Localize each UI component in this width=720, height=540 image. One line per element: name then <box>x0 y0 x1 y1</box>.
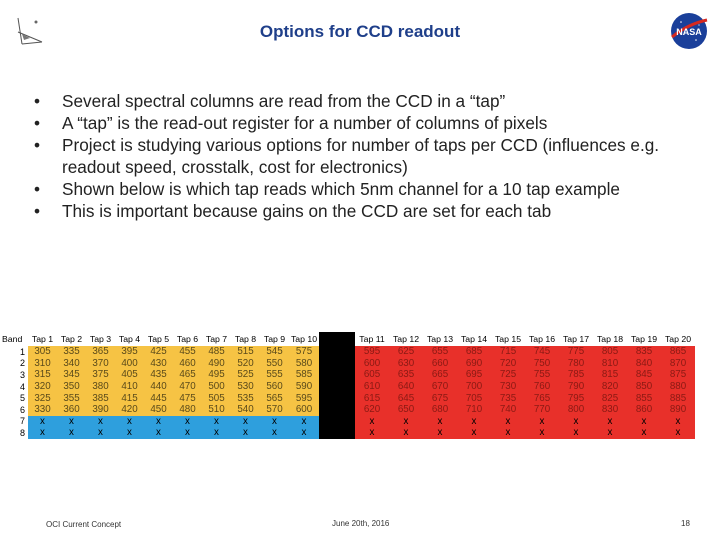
table-cell: 860 <box>627 404 661 416</box>
table-cell: 440 <box>144 381 173 393</box>
table-cell: x <box>144 427 173 439</box>
table-cell: 715 <box>491 346 525 358</box>
table-cell: 530 <box>231 381 260 393</box>
table-row <box>0 427 695 439</box>
table-cell: 600 <box>289 404 319 416</box>
table-cell: 410 <box>115 381 144 393</box>
slide-title: Options for CCD readout <box>259 22 461 41</box>
table-cell: x <box>491 427 525 439</box>
table-cell: x <box>491 416 525 428</box>
table-row <box>0 358 695 370</box>
table-cell: 400 <box>115 358 144 370</box>
tap-header: Tap 17 <box>562 334 590 344</box>
band-label: 5 <box>0 392 28 404</box>
table-cell: 655 <box>423 346 457 358</box>
tap-header: Tap 8 <box>234 334 257 344</box>
table-cell: 710 <box>457 404 491 416</box>
table-cell: 810 <box>593 358 627 370</box>
bullet-item <box>30 134 700 178</box>
table-cell: 705 <box>457 392 491 404</box>
tap-header: Tap 3 <box>89 334 112 344</box>
table-cell: 610 <box>355 381 389 393</box>
table-cell: 850 <box>627 381 661 393</box>
table-cell: 470 <box>173 381 202 393</box>
table-cell: 535 <box>231 392 260 404</box>
table-cell: 770 <box>525 404 559 416</box>
table-cell: 570 <box>260 404 289 416</box>
table-cell: 320 <box>28 381 57 393</box>
table-cell: x <box>559 427 593 439</box>
table-cell: 675 <box>423 392 457 404</box>
table-cell: 545 <box>260 346 289 358</box>
separator-cell <box>319 427 355 439</box>
tap-header: Tap 18 <box>596 334 624 344</box>
table-cell: x <box>57 416 86 428</box>
band-header: Band <box>2 334 23 344</box>
band-label: 4 <box>0 381 28 393</box>
table-cell: 595 <box>289 392 319 404</box>
separator-cell <box>319 392 355 404</box>
table-cell: 785 <box>559 369 593 381</box>
table-cell: x <box>86 416 115 428</box>
separator-cell <box>319 381 355 393</box>
tap-header: Tap 15 <box>494 334 522 344</box>
table-cell: 880 <box>661 381 695 393</box>
table-cell: 615 <box>355 392 389 404</box>
table-cell: 890 <box>661 404 695 416</box>
table-cell: 820 <box>593 381 627 393</box>
table-cell: 765 <box>525 392 559 404</box>
table-cell: 725 <box>491 369 525 381</box>
table-cell: x <box>355 427 389 439</box>
table-cell: x <box>389 427 423 439</box>
tap-header: Tap 2 <box>60 334 83 344</box>
table-cell: x <box>457 427 491 439</box>
table-cell: 315 <box>28 369 57 381</box>
table-cell: 630 <box>389 358 423 370</box>
tap-header: Tap 10 <box>290 334 318 344</box>
bullet-text: A “tap” is the read-out register for a number of columns of pixels <box>62 113 548 133</box>
tap-header: Tap 5 <box>147 334 170 344</box>
table-cell: 585 <box>289 369 319 381</box>
table-cell: 760 <box>525 381 559 393</box>
footer-left: OCI Current Concept <box>46 520 122 529</box>
footer-date: June 20th, 2016 <box>332 519 390 528</box>
table-cell: 345 <box>57 369 86 381</box>
table-cell: 480 <box>173 404 202 416</box>
table-cell: x <box>202 427 231 439</box>
table-cell: 395 <box>115 346 144 358</box>
table-cell: 825 <box>593 392 627 404</box>
table-cell: 590 <box>289 381 319 393</box>
table-cell: x <box>173 427 202 439</box>
tap-header: Tap 11 <box>359 334 385 344</box>
table-cell: 445 <box>144 392 173 404</box>
table-cell: 670 <box>423 381 457 393</box>
separator-cell <box>319 346 355 358</box>
table-cell: x <box>525 427 559 439</box>
table-cell: 520 <box>231 358 260 370</box>
table-cell: x <box>289 427 319 439</box>
tap-header: Tap 12 <box>392 334 420 344</box>
table-cell: 840 <box>627 358 661 370</box>
table-cell: 385 <box>86 392 115 404</box>
separator-cell <box>319 369 355 381</box>
table-cell: 875 <box>661 369 695 381</box>
table-cell: x <box>289 416 319 428</box>
table-cell: 740 <box>491 404 525 416</box>
table-cell: x <box>202 416 231 428</box>
table-cell: 830 <box>593 404 627 416</box>
separator-cell <box>319 416 355 428</box>
table-cell: x <box>661 416 695 428</box>
table-cell: x <box>260 416 289 428</box>
table-cell: 780 <box>559 358 593 370</box>
table-cell: 525 <box>231 369 260 381</box>
tap-header: Tap 9 <box>263 334 286 344</box>
table-cell: x <box>28 416 57 428</box>
table-cell: 360 <box>57 404 86 416</box>
table-cell: 745 <box>525 346 559 358</box>
table-cell: 795 <box>559 392 593 404</box>
bullet-dot: • <box>33 179 41 199</box>
table-cell: 835 <box>627 346 661 358</box>
table-cell: x <box>423 416 457 428</box>
table-cell: 580 <box>289 358 319 370</box>
tap-header: Tap 13 <box>426 334 454 344</box>
table-cell: 340 <box>57 358 86 370</box>
table-cell: x <box>28 427 57 439</box>
table-cell: 335 <box>57 346 86 358</box>
table-cell: 660 <box>423 358 457 370</box>
bullet-item <box>30 178 700 200</box>
separator-cell <box>319 358 355 370</box>
table-cell: 450 <box>144 404 173 416</box>
tap-header: Tap 7 <box>205 334 228 344</box>
table-cell: 735 <box>491 392 525 404</box>
table-row <box>0 416 695 428</box>
tap-header: Tap 16 <box>528 334 556 344</box>
table-cell: 330 <box>28 404 57 416</box>
tap-header: Tap 19 <box>630 334 658 344</box>
bullet-text: Several spectral columns are read from the CCD in a “tap” <box>62 91 506 111</box>
table-cell: 620 <box>355 404 389 416</box>
table-cell: 640 <box>389 381 423 393</box>
bullet-list <box>30 90 700 222</box>
table-row <box>0 404 695 416</box>
table-cell: 550 <box>260 358 289 370</box>
table-cell: 845 <box>627 369 661 381</box>
table-cell: 805 <box>593 346 627 358</box>
band-label: 8 <box>0 427 28 439</box>
separator-cell <box>319 404 355 416</box>
table-cell: 430 <box>144 358 173 370</box>
bullet-item <box>30 200 700 222</box>
table-cell: 515 <box>231 346 260 358</box>
table-cell: 800 <box>559 404 593 416</box>
table-cell: 575 <box>289 346 319 358</box>
table-row <box>0 381 695 393</box>
table-cell: 790 <box>559 381 593 393</box>
table-cell: 635 <box>389 369 423 381</box>
table-header-row <box>0 332 695 346</box>
table-cell: 855 <box>627 392 661 404</box>
table-cell: 540 <box>231 404 260 416</box>
table-cell: x <box>593 416 627 428</box>
table-cell: x <box>525 416 559 428</box>
table-cell: x <box>593 427 627 439</box>
table-cell: x <box>115 416 144 428</box>
table-cell: 700 <box>457 381 491 393</box>
table-cell: 405 <box>115 369 144 381</box>
band-label: 1 <box>0 346 28 358</box>
table-cell: 500 <box>202 381 231 393</box>
table-cell: 750 <box>525 358 559 370</box>
table-cell: x <box>115 427 144 439</box>
table-cell: 325 <box>28 392 57 404</box>
table-cell: 680 <box>423 404 457 416</box>
bullet-item <box>30 112 700 134</box>
table-cell: x <box>57 427 86 439</box>
table-cell: 720 <box>491 358 525 370</box>
table-cell: 560 <box>260 381 289 393</box>
table-cell: 695 <box>457 369 491 381</box>
table-cell: 415 <box>115 392 144 404</box>
tap-header: Tap 1 <box>31 334 54 344</box>
table-cell: x <box>144 416 173 428</box>
table-cell: x <box>423 427 457 439</box>
table-cell: 350 <box>57 381 86 393</box>
table-cell: x <box>231 416 260 428</box>
table-cell: x <box>389 416 423 428</box>
table-cell: x <box>559 416 593 428</box>
nasa-logo-text: NASA <box>676 27 702 37</box>
table-cell: 865 <box>661 346 695 358</box>
table-cell: 305 <box>28 346 57 358</box>
table-cell: 365 <box>86 346 115 358</box>
separator-column <box>319 332 355 346</box>
table-cell: 730 <box>491 381 525 393</box>
table-cell: 355 <box>57 392 86 404</box>
table-row <box>0 346 695 358</box>
table-cell: 380 <box>86 381 115 393</box>
table-cell: x <box>627 416 661 428</box>
table-cell: 390 <box>86 404 115 416</box>
bullet-text: Shown below is which tap reads which 5nm channel for a 10 tap example <box>62 179 620 199</box>
table-cell: 595 <box>355 346 389 358</box>
table-cell: 425 <box>144 346 173 358</box>
table-cell: 370 <box>86 358 115 370</box>
table-cell: 645 <box>389 392 423 404</box>
table-cell: x <box>457 416 491 428</box>
table-body <box>0 346 695 439</box>
band-label: 2 <box>0 358 28 370</box>
table-cell: 605 <box>355 369 389 381</box>
table-cell: x <box>231 427 260 439</box>
bullet-dot: • <box>33 91 41 111</box>
table-cell: 435 <box>144 369 173 381</box>
tap-header: Tap 6 <box>176 334 199 344</box>
page-number: 18 <box>681 519 690 528</box>
table-cell: 460 <box>173 358 202 370</box>
band-label: 7 <box>0 416 28 428</box>
bullet-text: Project is studying various options for number of taps per CCD (influences e.g. readout speed, crosstalk, cost for electronics) <box>62 135 660 177</box>
table-cell: 665 <box>423 369 457 381</box>
table-cell: 600 <box>355 358 389 370</box>
table-cell: 775 <box>559 346 593 358</box>
table-cell: 555 <box>260 369 289 381</box>
table-cell: 885 <box>661 392 695 404</box>
table-cell: x <box>627 427 661 439</box>
table-row <box>0 392 695 404</box>
bullet-dot: • <box>33 135 41 155</box>
table-cell: 870 <box>661 358 695 370</box>
table-cell: 490 <box>202 358 231 370</box>
table-cell: 475 <box>173 392 202 404</box>
table-cell: 565 <box>260 392 289 404</box>
band-label: 3 <box>0 369 28 381</box>
bullet-dot: • <box>33 201 41 221</box>
table-cell: x <box>355 416 389 428</box>
table-cell: x <box>86 427 115 439</box>
bullet-dot: • <box>33 113 41 133</box>
table-cell: 495 <box>202 369 231 381</box>
table-cell: 650 <box>389 404 423 416</box>
table-cell: 625 <box>389 346 423 358</box>
table-cell: 310 <box>28 358 57 370</box>
band-label: 6 <box>0 404 28 416</box>
bullet-text: This is important because gains on the CCD are set for each tab <box>62 201 552 221</box>
table-cell: x <box>173 416 202 428</box>
tap-table <box>0 332 695 439</box>
table-row <box>0 369 695 381</box>
table-cell: 815 <box>593 369 627 381</box>
tap-header: Tap 14 <box>460 334 488 344</box>
tap-header: Tap 20 <box>664 334 692 344</box>
table-cell: 755 <box>525 369 559 381</box>
table-cell: 690 <box>457 358 491 370</box>
table-cell: 455 <box>173 346 202 358</box>
table-cell: x <box>661 427 695 439</box>
table-cell: 465 <box>173 369 202 381</box>
table-cell: 485 <box>202 346 231 358</box>
table-cell: 420 <box>115 404 144 416</box>
table-cell: 505 <box>202 392 231 404</box>
tap-table-wrapper <box>0 332 720 439</box>
table-cell: 375 <box>86 369 115 381</box>
nasa-logo <box>668 10 710 52</box>
table-cell: 685 <box>457 346 491 358</box>
table-cell: 510 <box>202 404 231 416</box>
table-cell: x <box>260 427 289 439</box>
tap-header: Tap 4 <box>118 334 141 344</box>
bullet-item <box>30 90 700 112</box>
